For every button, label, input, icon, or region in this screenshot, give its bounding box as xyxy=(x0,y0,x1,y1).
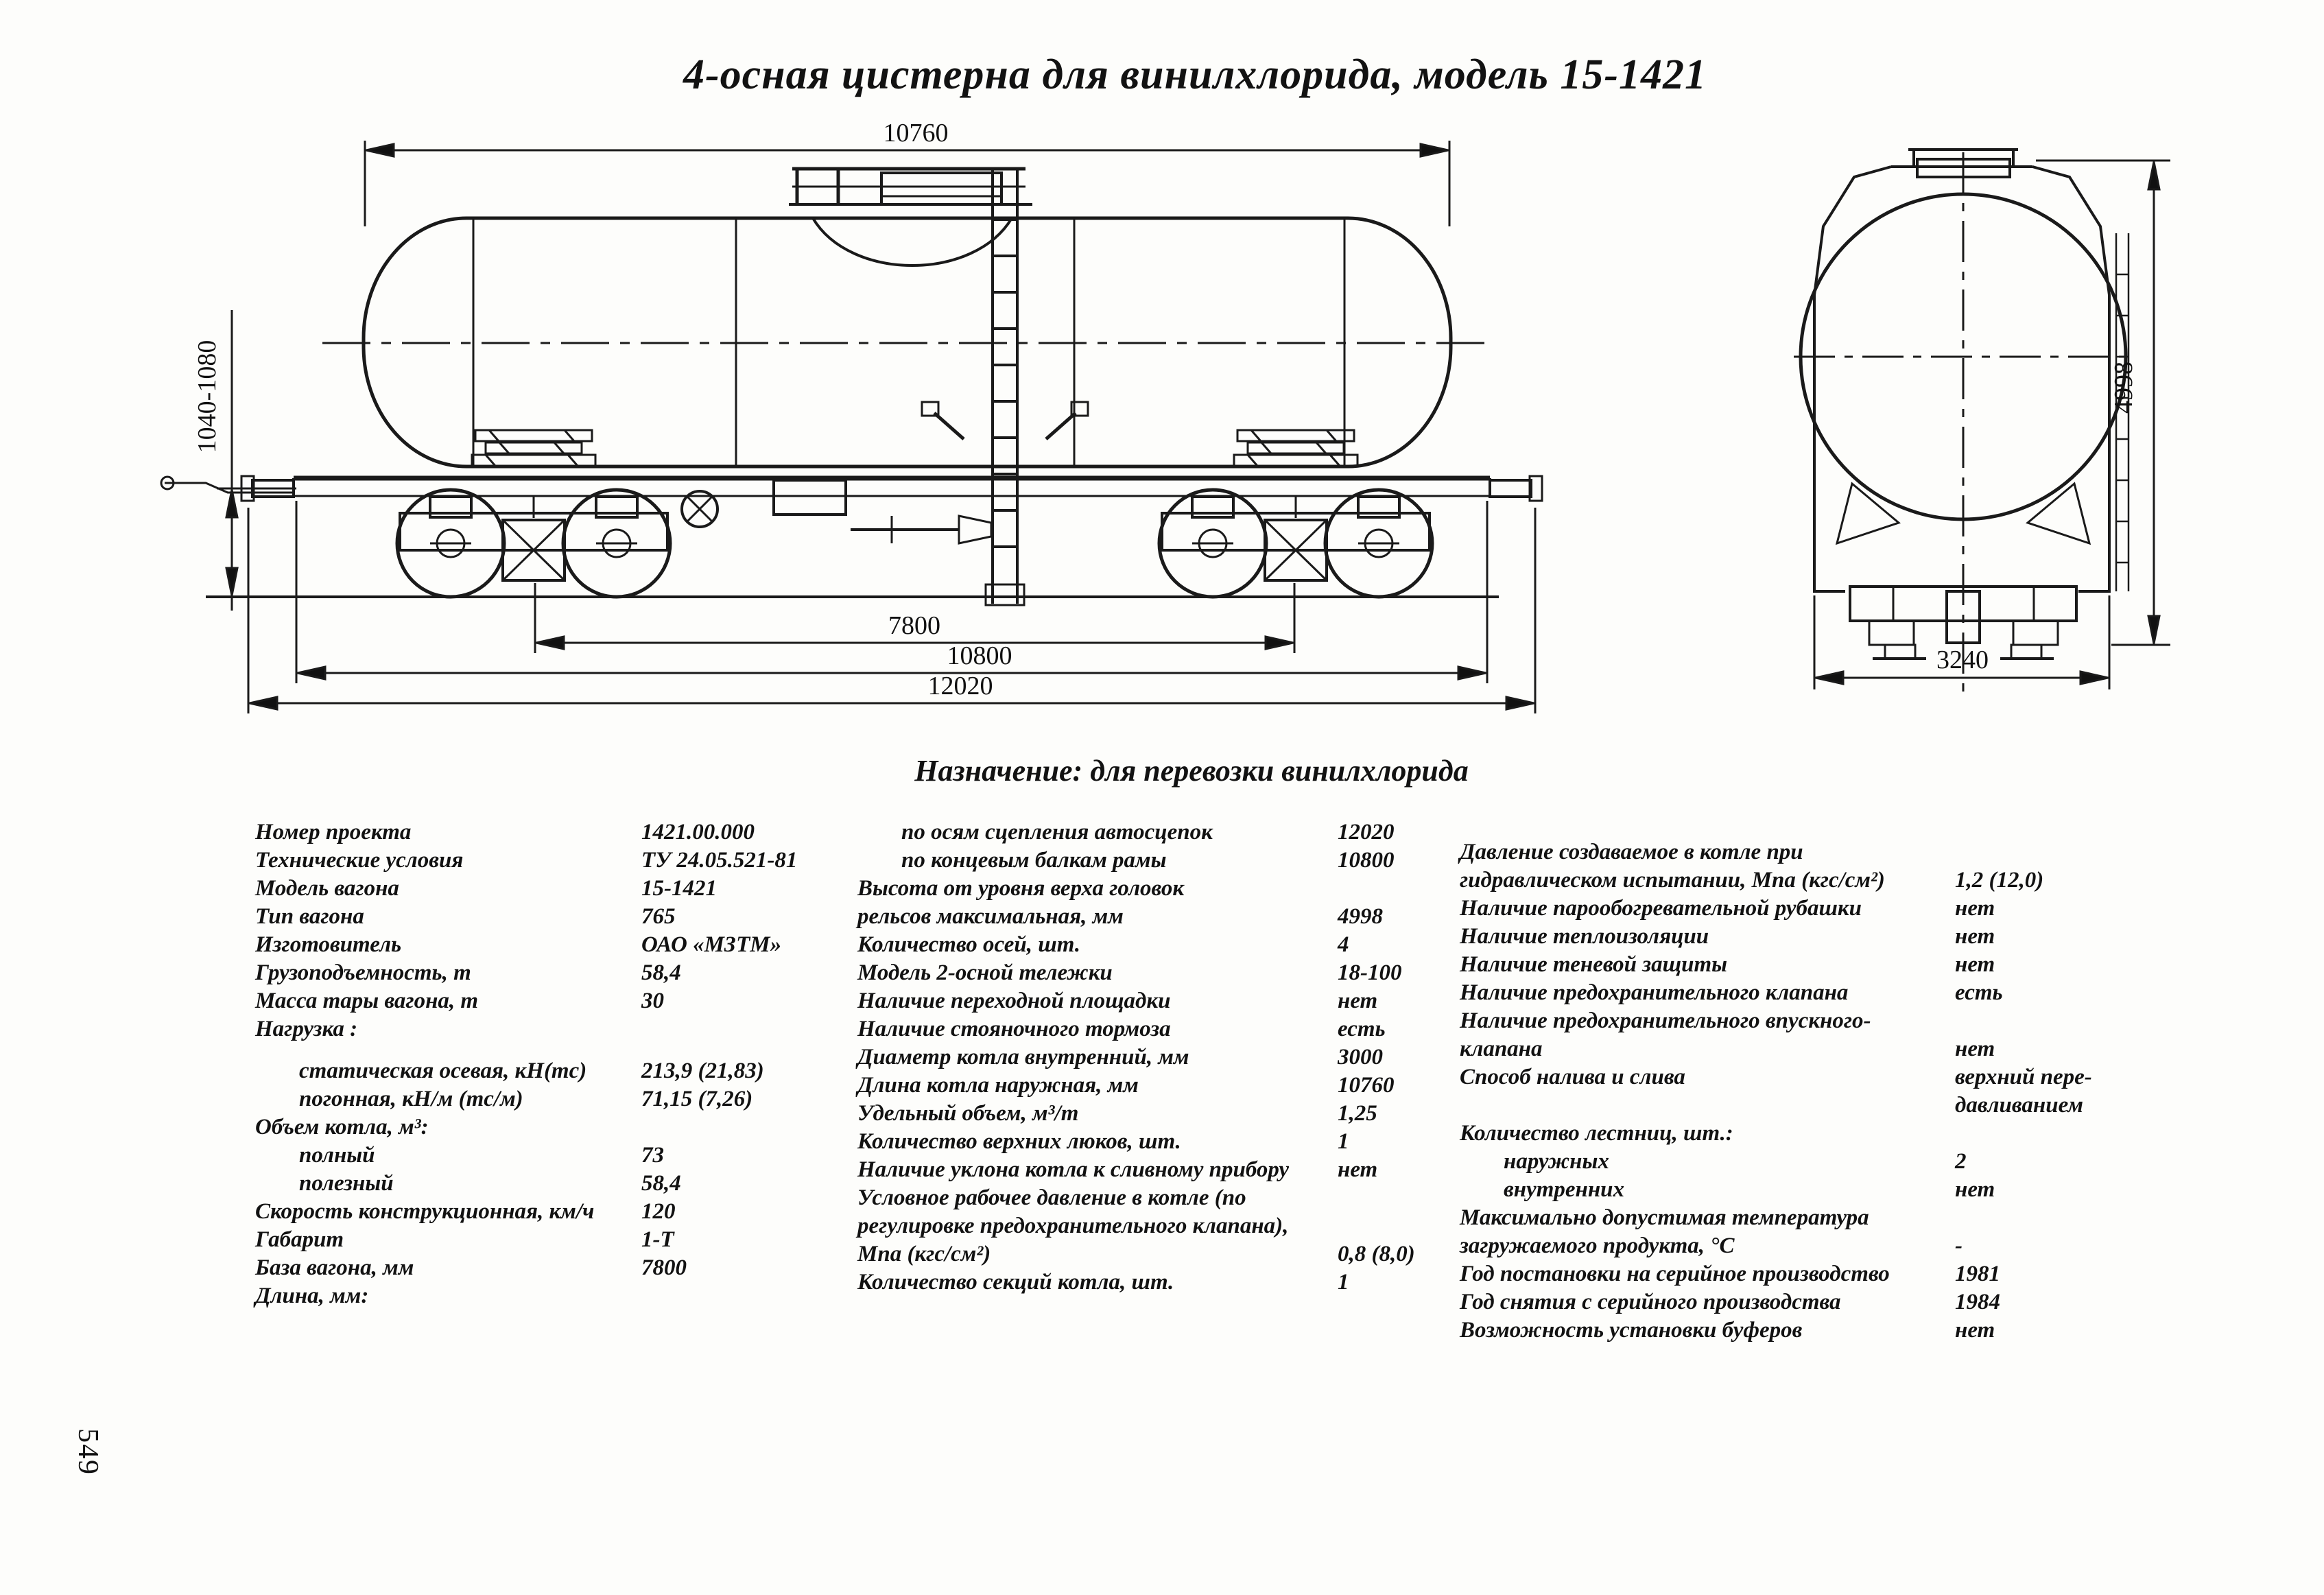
spec-label: Модель вагона xyxy=(255,876,399,901)
spec-label: Длина, мм: xyxy=(255,1284,369,1308)
end-axlebox xyxy=(1869,621,1914,645)
spec-value: 18-100 xyxy=(1338,960,1402,985)
hatch-cover xyxy=(881,173,1001,204)
spec-row xyxy=(857,1100,1461,1128)
spec-label: Модель 2-осной тележки xyxy=(857,960,1113,985)
dim-label-7800: 7800 xyxy=(888,611,940,640)
spec-label: Наличие уклона котла к сливному прибору xyxy=(857,1157,1290,1182)
spec-label: Масса тары вагона, т xyxy=(255,989,479,1013)
spec-label: загружаемого продукта, °С xyxy=(1460,1233,1735,1258)
spec-label: Наличие теплоизоляции xyxy=(1460,924,1709,949)
spec-row xyxy=(1460,1232,2297,1260)
dimension-base xyxy=(535,583,1294,653)
spec-row xyxy=(1460,1120,2297,1148)
spec-label: Количество верхних люков, шт. xyxy=(857,1129,1181,1154)
spec-row xyxy=(1460,1288,2297,1316)
spec-row xyxy=(255,987,859,1015)
spec-row xyxy=(255,959,859,987)
spec-label: Способ налива и слива xyxy=(1460,1065,1685,1089)
spec-value: ТУ 24.05.521-81 xyxy=(641,848,798,873)
spec-value: нет xyxy=(1955,1037,1995,1061)
spec-label: полный xyxy=(299,1143,375,1168)
spec-row xyxy=(857,1212,1461,1240)
spec-label: Год снятия с серийного производства xyxy=(1460,1290,1841,1314)
spec-label: Наличие теневой защиты xyxy=(1460,952,1728,977)
spec-label: по концевым балкам рамы xyxy=(901,848,1167,873)
spec-row xyxy=(255,903,859,931)
spec-label: полезный xyxy=(299,1171,394,1196)
spec-label: статическая осевая, кН(тс) xyxy=(299,1059,587,1083)
spec-value: есть xyxy=(1955,980,2003,1005)
spec-label: Объем котла, м³: xyxy=(255,1115,429,1139)
purpose-line: Назначение: для перевозки винилхлорида xyxy=(914,754,1469,788)
page-number: 549 xyxy=(72,1428,104,1476)
ladder xyxy=(922,169,1088,605)
spec-row xyxy=(1460,1035,2297,1063)
gabarit-left xyxy=(1814,167,1891,591)
spec-label: гидравлическом испытании, Мпа (кгс/см²) xyxy=(1460,868,1885,893)
spec-row xyxy=(255,1226,859,1254)
spec-label: Количество осей, шт. xyxy=(857,932,1081,957)
dim-label-3240: 3240 xyxy=(1936,646,1989,674)
spec-row xyxy=(1460,1176,2297,1204)
spec-label: Габарит xyxy=(255,1227,344,1252)
spec-row xyxy=(857,903,1461,931)
spec-label: Наличие предохранительного впускного- xyxy=(1460,1008,1871,1033)
spec-label: Тип вагона xyxy=(255,904,364,929)
spec-value: 1 xyxy=(1338,1270,1349,1295)
spec-row xyxy=(1460,1148,2297,1176)
tank-saddle xyxy=(472,430,595,466)
spec-row xyxy=(1460,1063,2297,1091)
dimension-coupler-height xyxy=(193,310,296,611)
spec-value: 10760 xyxy=(1338,1073,1395,1098)
spec-value: 3000 xyxy=(1338,1045,1383,1070)
spec-label: регулировке предохранительного клапана), xyxy=(857,1214,1289,1238)
spec-label: погонная, кН/м (тс/м) xyxy=(299,1087,523,1111)
end-axlebox xyxy=(2013,621,2058,645)
spec-label: Скорость конструкционная, км/ч xyxy=(255,1199,595,1224)
spec-value: 1984 xyxy=(1955,1290,2000,1314)
spec-row xyxy=(255,1015,859,1043)
spec-value: нет xyxy=(1955,952,1995,977)
dim-label-4998: 4998 xyxy=(2109,362,2138,414)
spec-label: Год постановки на серийное производство xyxy=(1460,1262,1890,1286)
spec-row xyxy=(1460,866,2297,895)
spec-value: верхний пере- xyxy=(1955,1065,2092,1089)
spec-label: Возможность установки буферов xyxy=(1460,1318,1803,1343)
rail-profile xyxy=(1885,645,1915,659)
side-view-drawing xyxy=(161,119,1542,713)
saddle-bracket xyxy=(2028,484,2089,543)
spec-row xyxy=(857,1268,1461,1297)
saddle-bracket xyxy=(1837,484,1899,543)
dim-label-12020: 12020 xyxy=(927,672,993,700)
spec-row xyxy=(255,875,859,903)
spec-label: по осям сцепления автосцепок xyxy=(901,820,1213,844)
spec-label: Длина котла наружная, мм xyxy=(857,1073,1139,1098)
spec-row xyxy=(255,1113,859,1142)
spec-row xyxy=(857,1015,1461,1043)
spec-row xyxy=(1460,951,2297,979)
spec-label: Технические условия xyxy=(255,848,464,873)
spec-label: Грузоподъемность, т xyxy=(255,960,471,985)
spec-value: 71,15 (7,26) xyxy=(641,1087,753,1111)
spec-value: нет xyxy=(1955,1318,1995,1343)
spec-row xyxy=(255,847,859,875)
spec-label: Наличие переходной площадки xyxy=(857,989,1171,1013)
spec-label: клапана xyxy=(1460,1037,1543,1061)
spec-row xyxy=(857,1043,1461,1072)
spec-value: 4 xyxy=(1338,932,1349,957)
spec-label: Удельный объем, м³/т xyxy=(857,1101,1079,1126)
spec-label: Мпа (кгс/см²) xyxy=(857,1242,991,1266)
spec-label: внутренних xyxy=(1504,1177,1625,1202)
spec-value: 30 xyxy=(641,989,664,1013)
spec-value: - xyxy=(1955,1233,1963,1258)
rod-cone xyxy=(959,516,991,543)
spec-row xyxy=(255,1057,859,1085)
spec-value: нет xyxy=(1955,1177,1995,1202)
spec-row xyxy=(857,818,1461,847)
spec-row xyxy=(857,1184,1461,1212)
spec-label: Высота от уровня верха головок xyxy=(857,876,1185,901)
spec-value: 120 xyxy=(641,1199,676,1224)
spec-row xyxy=(1460,1091,2297,1120)
spec-row xyxy=(857,875,1461,903)
spec-label: Давление создаваемое в котле при xyxy=(1460,840,1803,864)
page-title: 4-осная цистерна для винилхлорида, модель 15-1421 xyxy=(683,51,1707,98)
spec-label: Наличие парообогревательной рубашки xyxy=(1460,896,1862,921)
dim-label-10800: 10800 xyxy=(947,641,1012,670)
spec-value: 58,4 xyxy=(641,960,681,985)
spec-value: 1,2 (12,0) xyxy=(1955,868,2044,893)
spec-row xyxy=(255,1142,859,1170)
dome-arc xyxy=(813,218,1012,265)
spec-column-left xyxy=(255,818,859,1310)
bogie xyxy=(1159,490,1432,597)
spec-row xyxy=(1460,838,2297,866)
spec-value: 765 xyxy=(641,904,676,929)
spec-row xyxy=(857,1128,1461,1156)
spec-row xyxy=(1460,1204,2297,1232)
spec-row xyxy=(857,1072,1461,1100)
spec-column-right xyxy=(1460,838,2297,1345)
spec-label: Изготовитель xyxy=(255,932,402,957)
spec-row xyxy=(255,1254,859,1282)
spec-row xyxy=(1460,979,2297,1007)
spec-label: рельсов максимальная, мм xyxy=(857,904,1124,929)
spec-label: Наличие предохранительного клапана xyxy=(1460,980,1849,1005)
spec-row xyxy=(857,987,1461,1015)
spec-row xyxy=(1460,923,2297,951)
spec-value: ОАО «МЗТМ» xyxy=(641,932,782,957)
spec-row xyxy=(255,818,859,847)
dim-label-1040-1080: 1040-1080 xyxy=(193,340,222,453)
spec-row xyxy=(255,1198,859,1226)
tank-saddle xyxy=(1234,430,1357,466)
spec-value: 73 xyxy=(641,1143,664,1168)
spec-label: Наличие стояночного тормоза xyxy=(857,1017,1171,1041)
spec-value: давливанием xyxy=(1955,1093,2084,1118)
spec-row xyxy=(1460,1260,2297,1288)
spec-column-middle xyxy=(857,818,1461,1297)
spec-value: 4998 xyxy=(1338,904,1383,929)
spec-row xyxy=(255,1170,859,1198)
spec-value: 1421.00.000 xyxy=(641,820,755,844)
spec-value: 0,8 (8,0) xyxy=(1338,1242,1415,1266)
spec-row xyxy=(857,1240,1461,1268)
spec-value: нет xyxy=(1955,924,1995,949)
rail-profile xyxy=(2011,645,2041,659)
spec-label: База вагона, мм xyxy=(255,1255,414,1280)
spec-label: Количество секций котла, шт. xyxy=(857,1270,1174,1295)
spec-row xyxy=(1460,1316,2297,1345)
spec-value: 213,9 (21,83) xyxy=(641,1059,764,1083)
spec-value: нет xyxy=(1338,989,1378,1013)
spec-value: есть xyxy=(1338,1017,1386,1041)
spec-label: Диаметр котла внутренний, мм xyxy=(857,1045,1189,1070)
spec-value: 15-1421 xyxy=(641,876,717,901)
spec-label: наружных xyxy=(1504,1149,1609,1174)
spec-row xyxy=(1460,1007,2297,1035)
spec-value: 10800 xyxy=(1338,848,1395,873)
end-view-drawing xyxy=(1794,150,2170,693)
spec-row xyxy=(1460,895,2297,923)
spec-row xyxy=(857,931,1461,959)
spec-row xyxy=(255,1282,859,1310)
spec-value: 1 xyxy=(1338,1129,1349,1154)
spec-row xyxy=(857,847,1461,875)
spec-label: Нагрузка : xyxy=(255,1017,358,1041)
bogie xyxy=(397,490,670,597)
coupler-right xyxy=(1490,480,1531,497)
spec-label: Количество лестниц, шт.: xyxy=(1460,1121,1733,1146)
spec-row xyxy=(857,1156,1461,1184)
spec-value: 2 xyxy=(1955,1149,1967,1174)
spec-row xyxy=(857,959,1461,987)
spec-value: 58,4 xyxy=(641,1171,681,1196)
equipment-box xyxy=(774,480,846,515)
spec-label: Номер проекта xyxy=(255,820,412,844)
spec-row xyxy=(255,931,859,959)
spec-value: 1,25 xyxy=(1338,1101,1377,1126)
dim-label-10760: 10760 xyxy=(883,119,949,147)
spec-label: Условное рабочее давление в котле (по xyxy=(857,1185,1246,1210)
spec-value: нет xyxy=(1955,896,1995,921)
spec-row xyxy=(255,1085,859,1113)
spec-value: 1981 xyxy=(1955,1262,2000,1286)
dimension-end-height xyxy=(2036,161,2170,645)
spec-label: Максимально допустимая температура xyxy=(1460,1205,1869,1230)
spec-value: 12020 xyxy=(1338,820,1395,844)
spec-value: 7800 xyxy=(641,1255,687,1280)
spec-value: 1-Т xyxy=(641,1227,674,1252)
spec-value: нет xyxy=(1338,1157,1378,1182)
